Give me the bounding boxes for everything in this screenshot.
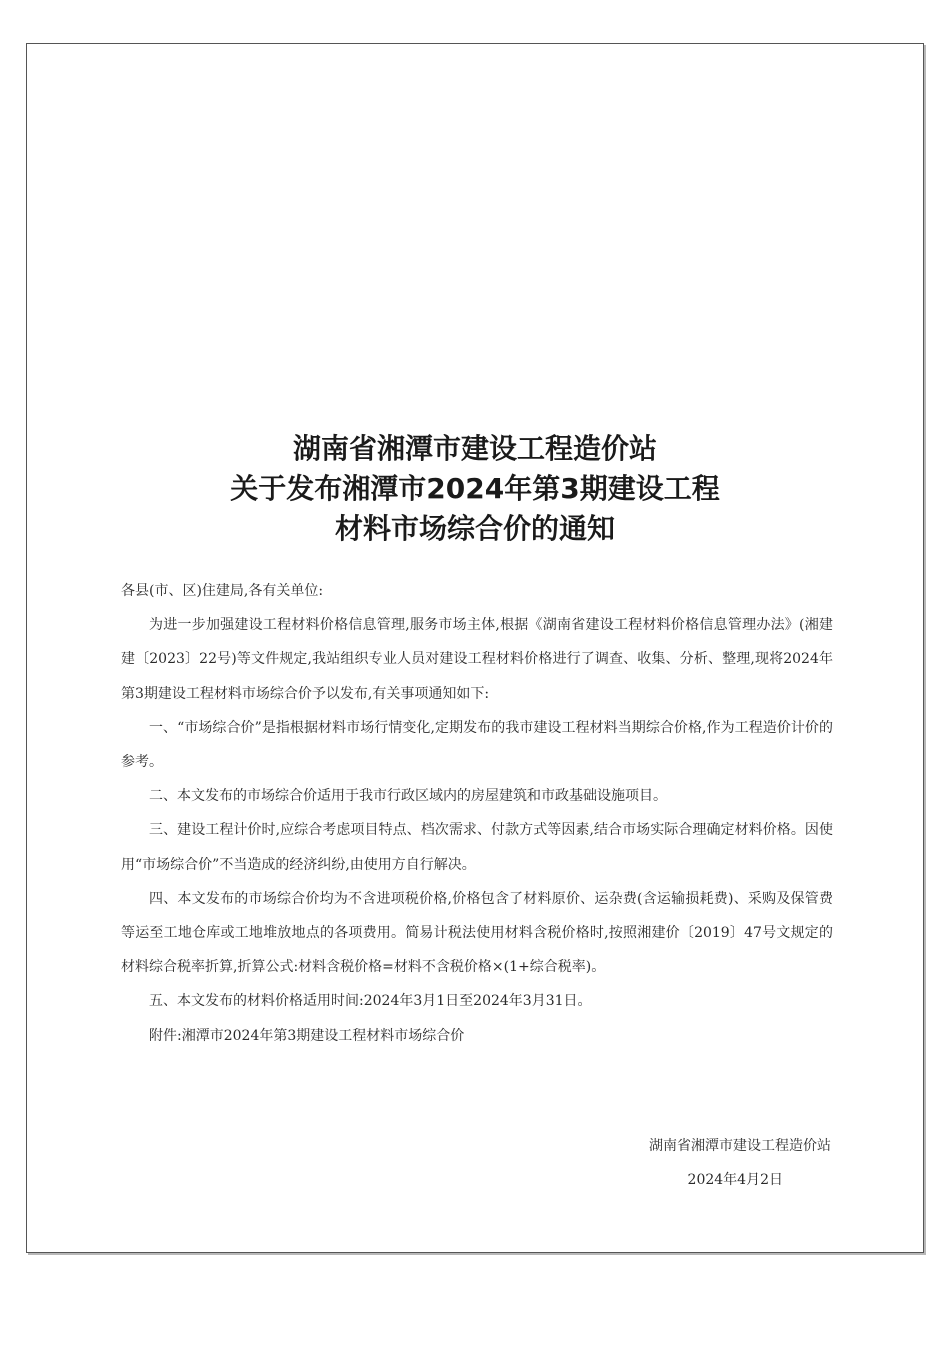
item-4-paragraph: 四、本文发布的市场综合价均为不含进项税价格,价格包含了材料原价、运杂费(含运输损耗费)、采购及保管费等运至工地仓库或工地堆放地点的各项费用。简易计税法使用材料含税价格时,按照湘建价〔2019〕47号文规定的材料综合税率折算,折算公式:材料含税价格=材料不含税价格×(1+综合税率)。 (121, 890, 833, 976)
item-3-paragraph: 三、建设工程计价时,应综合考虑项目特点、档次需求、付款方式等因素,结合市场实际合理确定材料价格。因使用“市场综合价”不当造成的经济纠纷,由使用方自行解决。 (121, 822, 833, 873)
signature-organization: 湖南省湘潭市建设工程造价站 (649, 1138, 831, 1154)
notice-title (27, 429, 923, 549)
title-line-2: 关于发布湘潭市2024年第3期建设工程 (230, 472, 720, 505)
item-5-paragraph: 五、本文发布的材料价格适用时间:2024年3月1日至2024年3月31日。 (149, 993, 592, 1010)
title-line-3: 材料市场综合价的通知 (334, 512, 615, 545)
title-line-1: 湖南省湘潭市建设工程造价站 (292, 432, 657, 465)
notice-body (121, 574, 833, 1053)
salutation: 各县(市、区)住建局,各有关单位: (121, 583, 324, 599)
intro-paragraph: 为进一步加强建设工程材料价格信息管理,服务市场主体,根据《湖南省建设工程材料价格信息管理办法》(湘建建〔2023〕22号)等文件规定,我站组织专业人员对建设工程材料价格进行了调查、收集、分析、整理,现将2024年第3期建设工程材料市场综合价予以发布,有关事项通知如下: (121, 617, 833, 702)
attachment-line: 附件:湘潭市2024年第3期建设工程材料市场综合价 (149, 1027, 465, 1044)
signature-date: 2024年4月2日 (687, 1172, 783, 1188)
item-1-paragraph: 一、“市场综合价”是指根据材料市场行情变化,定期发布的我市建设工程材料当期综合价格,作为工程造价计价的参考。 (121, 719, 833, 771)
signature-block (531, 1129, 831, 1197)
item-2-paragraph: 二、本文发布的市场综合价适用于我市行政区域内的房屋建筑和市政基础设施项目。 (149, 788, 667, 805)
document-page (26, 43, 924, 1253)
